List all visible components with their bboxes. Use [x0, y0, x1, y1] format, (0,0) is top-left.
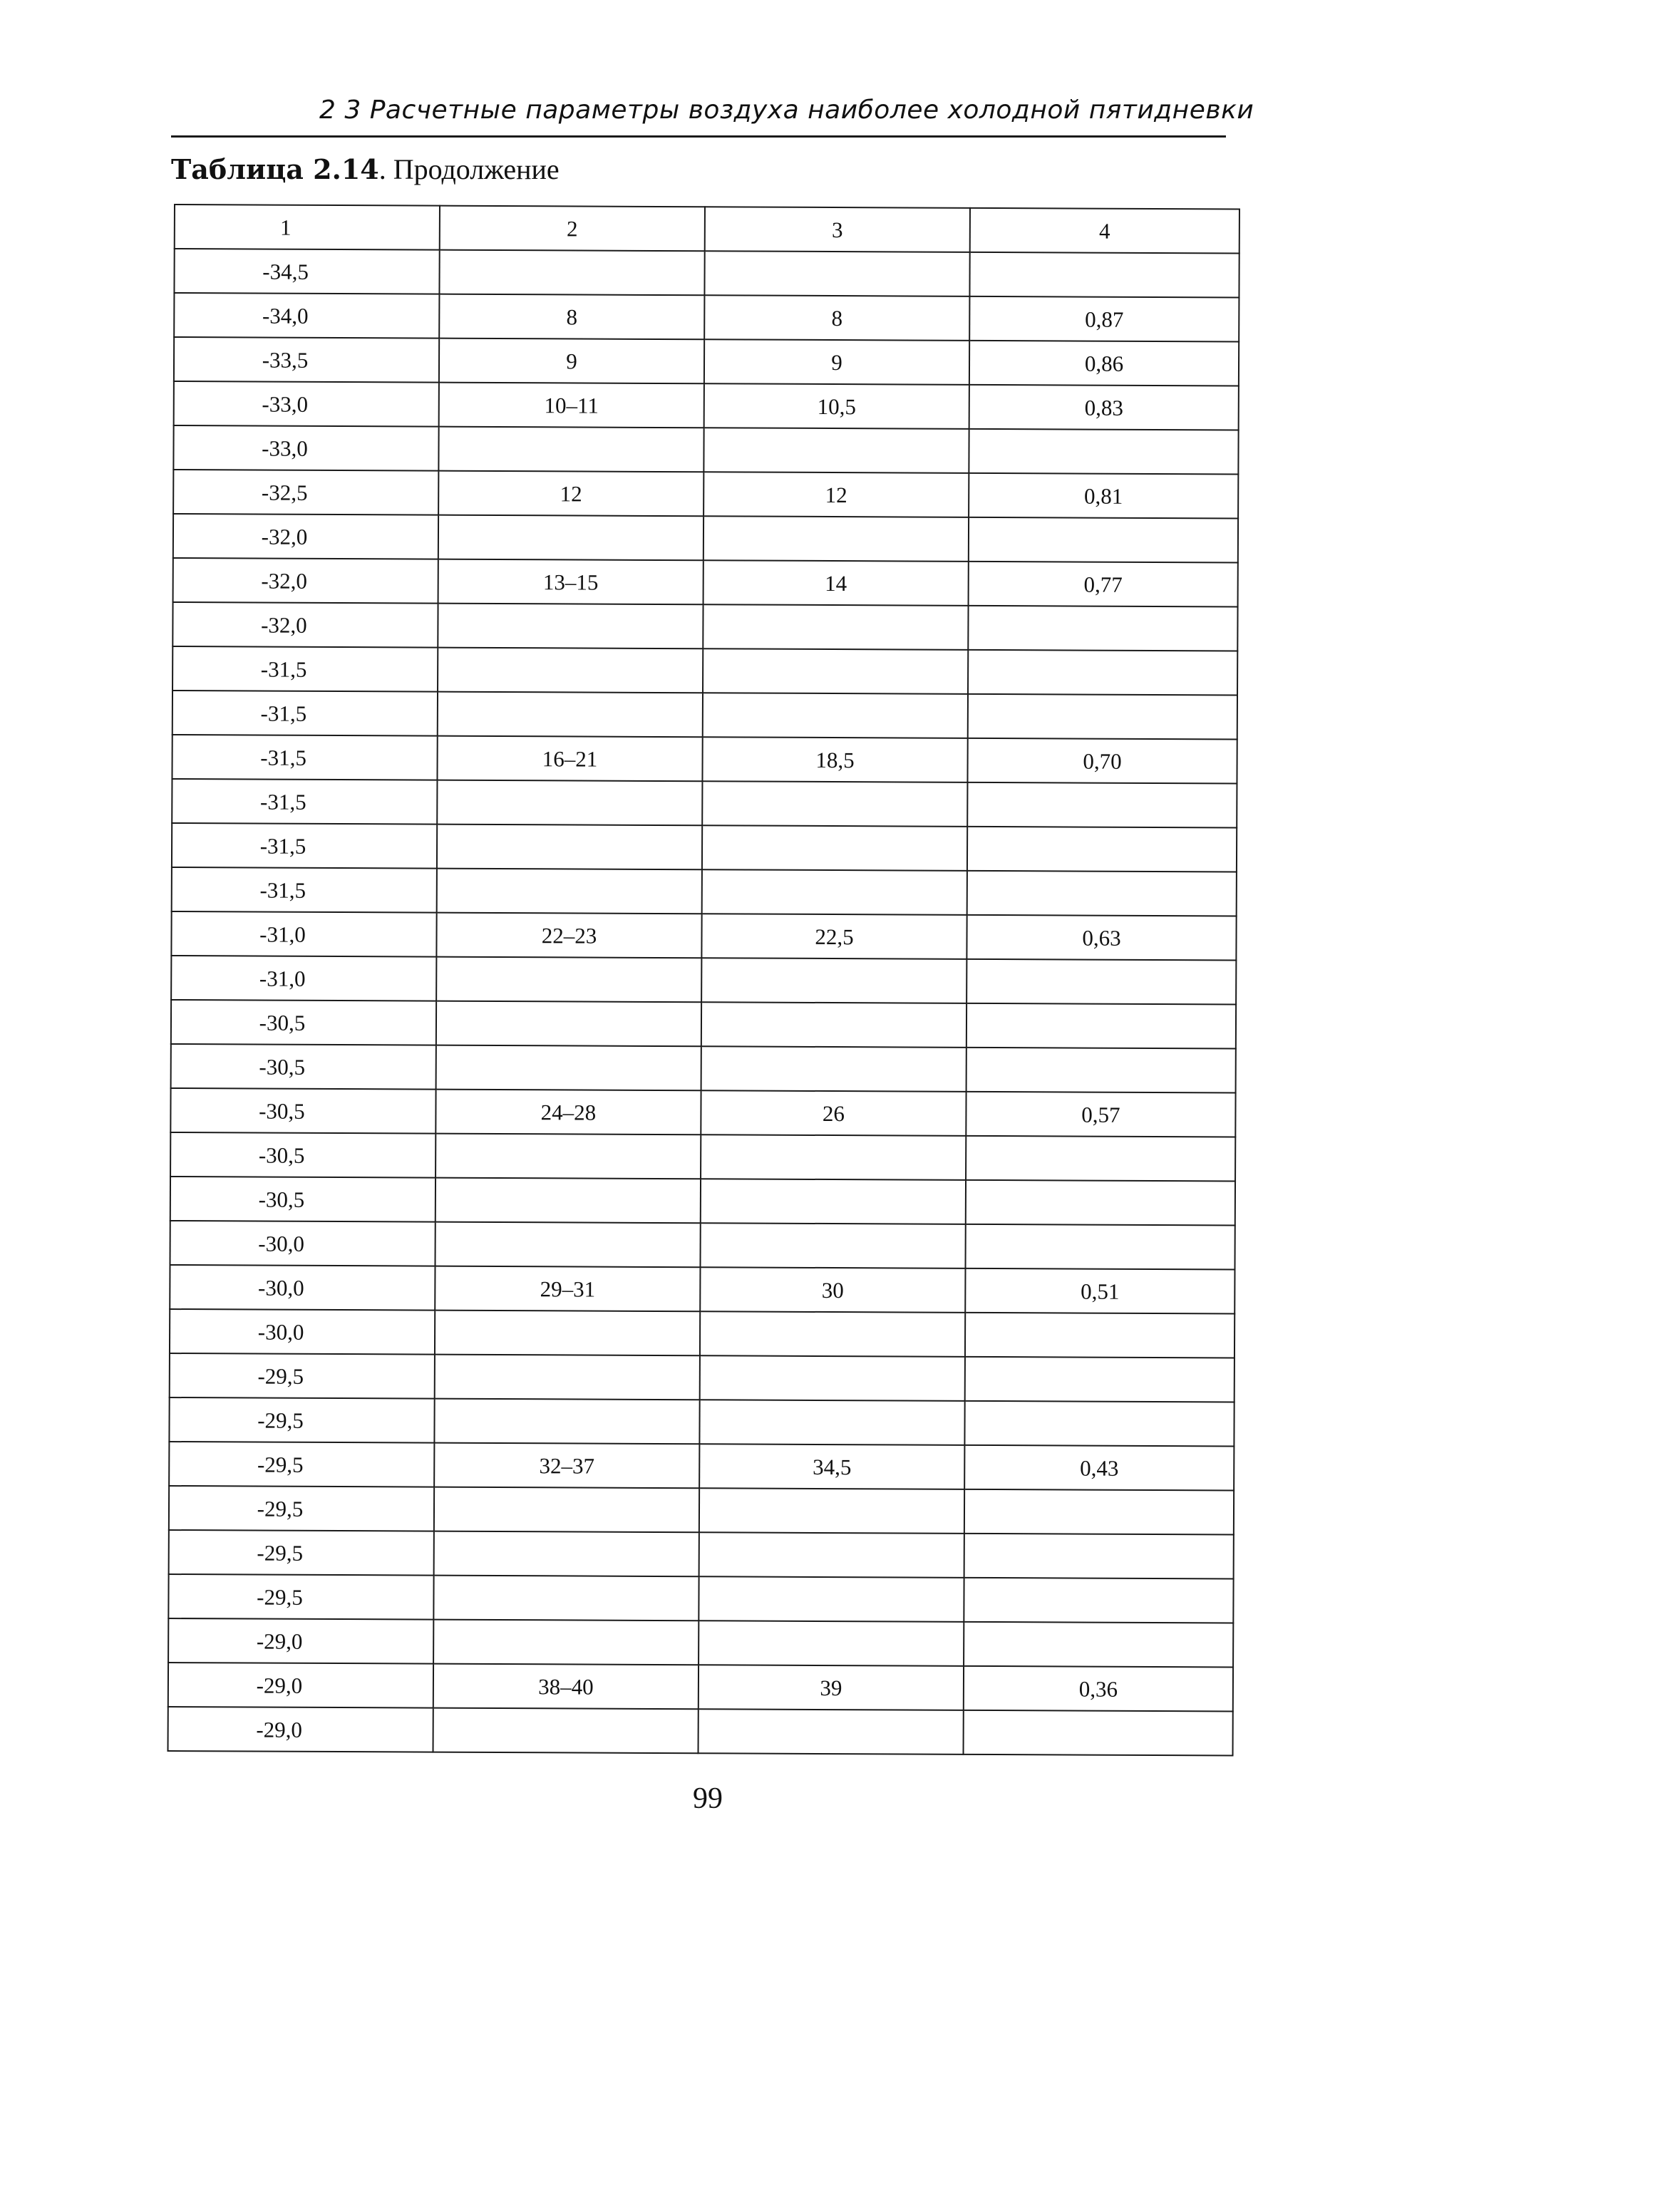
table-cell-col-1: -32,0	[173, 514, 438, 559]
table-cell-col-2	[437, 869, 702, 914]
table-row	[172, 646, 1237, 696]
table-cell-col-4	[969, 252, 1239, 298]
table-row	[168, 1707, 1233, 1756]
table-cell-col-1: -30,5	[170, 1177, 435, 1222]
table-cell-col-4	[964, 1489, 1234, 1535]
table-row	[174, 293, 1239, 342]
page-number: 99	[693, 1782, 723, 1815]
table-cell-col-1: -33,0	[174, 381, 439, 427]
table-cell-col-2: 24–28	[435, 1090, 701, 1135]
table-row	[174, 381, 1239, 430]
table-row	[171, 1044, 1236, 1093]
table-cell-col-2	[435, 1311, 700, 1356]
table-row	[168, 1663, 1233, 1712]
table-cell-col-2: 9	[439, 338, 704, 384]
table-cell-col-3: 34,5	[699, 1444, 964, 1489]
table-cell-col-3: 12	[703, 472, 969, 517]
table-cell-col-2	[438, 648, 703, 693]
table-cell-col-1: -29,5	[168, 1574, 433, 1620]
table-cell-col-4: 0,57	[966, 1092, 1235, 1137]
table-cell-col-1: -30,0	[170, 1309, 435, 1355]
table-cell-col-1: -30,5	[171, 1044, 436, 1090]
table-row	[170, 1221, 1235, 1270]
header-cell-col-1: 1	[175, 205, 440, 250]
table-cell-col-1: -30,5	[171, 1000, 436, 1045]
table-cell-col-1: -29,5	[170, 1353, 435, 1399]
table-cell-col-3: 9	[704, 339, 969, 385]
table-cell-col-3	[702, 869, 967, 915]
table-row	[170, 1265, 1234, 1314]
table-cell-col-3	[699, 1488, 964, 1534]
table-cell-col-4: 0,77	[969, 562, 1238, 607]
table-cell-col-2	[439, 250, 704, 296]
table-cell-col-1: -29,5	[169, 1397, 434, 1443]
table-row	[170, 1088, 1235, 1137]
table-cell-col-3	[699, 1400, 964, 1445]
table-cell-col-1: -31,5	[172, 779, 437, 825]
table-cell-col-2	[435, 1222, 700, 1268]
table-cell-col-4: 0,43	[964, 1445, 1234, 1491]
table-cell-col-3: 39	[699, 1665, 964, 1710]
table-cell-col-1: -31,5	[172, 823, 437, 869]
table-cell-col-3	[701, 1135, 966, 1180]
table-cell-col-4	[964, 1622, 1233, 1668]
table-cell-col-4	[965, 1313, 1234, 1358]
table-cell-col-1: -29,5	[169, 1530, 434, 1576]
table-cell-col-3	[701, 958, 966, 1003]
table-row	[171, 956, 1236, 1005]
table-cell-col-4	[964, 1401, 1234, 1447]
table-cell-col-3	[701, 1046, 966, 1092]
table-cell-col-1: -31,5	[172, 646, 438, 692]
table-cell-col-2	[437, 825, 702, 870]
table-cell-col-1: -29,0	[168, 1707, 433, 1752]
table-cell-col-4: 0,51	[965, 1268, 1234, 1314]
running-header	[171, 91, 1254, 138]
table-cell-col-2: 10–11	[439, 383, 704, 428]
table-cell-col-4: 0,86	[969, 341, 1239, 386]
table-cell-col-4	[964, 1534, 1234, 1579]
table-cell-col-1: -29,5	[169, 1486, 434, 1531]
table-cell-col-2	[438, 692, 703, 738]
table-cell-col-4	[969, 429, 1238, 475]
table-row	[172, 823, 1237, 872]
table-cell-col-3	[699, 1576, 964, 1622]
table-cell-col-4	[967, 827, 1237, 872]
table-row	[172, 867, 1237, 916]
table-row	[173, 514, 1238, 563]
table-cell-col-2: 38–40	[433, 1664, 699, 1710]
table-cell-col-2: 32–37	[434, 1443, 699, 1489]
table-cell-col-3: 30	[700, 1267, 965, 1313]
table-cell-col-3: 10,5	[704, 383, 969, 429]
table-cell-col-4	[966, 1003, 1236, 1049]
table-row	[173, 425, 1238, 475]
table-cell-col-3	[699, 1621, 964, 1666]
table-cell-col-3	[699, 1709, 964, 1754]
table-caption-label: Таблица 2.14	[171, 153, 379, 185]
table-cell-col-2	[438, 604, 703, 649]
table-cell-col-2: 16–21	[437, 736, 702, 782]
table-row	[168, 1618, 1233, 1668]
table-row	[168, 1574, 1233, 1623]
table-row	[174, 337, 1239, 386]
table-row	[173, 470, 1238, 519]
table-row	[172, 779, 1237, 828]
table-cell-col-2: 8	[439, 294, 704, 340]
table-cell-col-2: 12	[438, 471, 703, 517]
table-caption-text: . Продолжение	[378, 153, 560, 185]
table-cell-col-4: 0,63	[966, 915, 1236, 961]
data-table	[167, 204, 1240, 1757]
table-cell-col-4	[965, 1224, 1234, 1270]
header-cell-col-4: 4	[970, 208, 1239, 254]
table-cell-col-1: -34,0	[174, 293, 439, 338]
table-cell-col-2	[434, 1399, 699, 1444]
table-cell-col-1: -31,5	[172, 867, 437, 913]
table-cell-col-4	[966, 1136, 1235, 1182]
table-cell-col-1: -32,0	[172, 602, 438, 648]
table-cell-col-4	[968, 650, 1237, 696]
table-cell-col-3	[703, 428, 969, 473]
table-cell-col-4	[967, 871, 1237, 916]
table-cell-col-3	[701, 1179, 966, 1224]
table-row	[172, 691, 1237, 740]
table-cell-col-2: 22–23	[436, 913, 701, 958]
table-cell-col-4: 0,70	[967, 738, 1237, 784]
table-cell-col-3	[701, 1002, 966, 1048]
table-cell-col-2	[438, 515, 703, 561]
table-cell-col-1: -33,5	[174, 337, 439, 383]
table-cell-col-1: -31,0	[171, 911, 436, 957]
table-cell-col-2	[436, 1001, 701, 1047]
table-cell-col-4	[966, 1048, 1236, 1093]
table-cell-col-4: 0,87	[969, 296, 1239, 342]
table-header-row	[175, 205, 1239, 254]
table-row	[170, 1177, 1235, 1226]
table-cell-col-1: -30,0	[170, 1265, 435, 1311]
table-cell-col-1: -29,0	[168, 1618, 433, 1664]
running-header-title: 2 3 Расчетные параметры воздуха наиболее холодной пятидневки	[319, 95, 1254, 125]
table-row	[173, 558, 1238, 607]
table-cell-col-1: -34,5	[174, 249, 439, 294]
table-cell-col-2	[438, 427, 703, 472]
table-cell-col-2	[433, 1576, 699, 1621]
table-cell-col-4	[968, 694, 1237, 740]
table-row	[172, 735, 1237, 784]
table-cell-col-3	[699, 1532, 964, 1578]
table-cell-col-1: -32,0	[173, 558, 438, 604]
table-row	[169, 1486, 1234, 1535]
table-row	[174, 249, 1239, 298]
table-cell-col-2	[435, 1355, 700, 1400]
table-cell-col-3	[703, 648, 968, 694]
table-cell-col-3	[702, 825, 967, 871]
table-cell-col-2	[434, 1531, 699, 1577]
table-cell-col-4	[964, 1710, 1233, 1756]
table-cell-col-3	[703, 604, 968, 650]
table-cell-col-1: -30,0	[170, 1221, 435, 1266]
table-row	[171, 1000, 1236, 1049]
table-cell-col-3	[703, 516, 969, 562]
table-cell-col-2: 29–31	[435, 1266, 700, 1312]
table-cell-col-3	[700, 1355, 965, 1401]
header-cell-col-2: 2	[440, 206, 705, 252]
table-row	[169, 1530, 1234, 1579]
header-cell-col-3: 3	[705, 207, 970, 252]
table-row	[170, 1309, 1234, 1358]
table-cell-col-4	[964, 1578, 1233, 1623]
table-cell-col-4: 0,83	[969, 385, 1239, 430]
table-cell-col-3	[703, 693, 968, 738]
table-cell-col-4	[966, 1180, 1235, 1226]
table-cell-col-4	[967, 782, 1237, 828]
table-row	[169, 1442, 1234, 1491]
table-row	[172, 602, 1237, 651]
table-cell-col-2	[437, 780, 702, 826]
table-cell-col-1: -31,0	[171, 956, 436, 1001]
table-cell-col-1: -31,5	[172, 691, 438, 736]
table-cell-col-1: -31,5	[172, 735, 437, 780]
table-cell-col-3	[700, 1311, 965, 1357]
table-cell-col-2	[436, 1045, 701, 1091]
table-cell-col-4	[969, 517, 1238, 563]
table-body	[168, 205, 1239, 1755]
table-cell-col-1: -30,5	[170, 1088, 435, 1134]
table-cell-col-1: -30,5	[170, 1132, 435, 1178]
table-cell-col-2	[436, 957, 701, 1003]
table-row	[170, 1353, 1234, 1402]
table-cell-col-4	[968, 606, 1237, 651]
table-cell-col-3	[704, 251, 969, 296]
table-cell-col-2	[435, 1178, 701, 1224]
table-cell-col-2	[433, 1708, 699, 1754]
table-cell-col-3: 22,5	[701, 914, 966, 959]
table-cell-col-4: 0,36	[964, 1666, 1233, 1712]
table-cell-col-2	[434, 1487, 699, 1533]
table-cell-col-1: -29,5	[169, 1442, 434, 1487]
table-cell-col-2	[435, 1134, 701, 1179]
table-cell-col-3: 26	[701, 1090, 966, 1136]
table-cell-col-3	[702, 781, 967, 827]
table-cell-col-3: 18,5	[702, 737, 967, 782]
table-cell-col-4	[966, 959, 1236, 1005]
table-cell-col-1: -32,5	[173, 470, 438, 515]
table-caption	[171, 153, 560, 186]
table-cell-col-4	[965, 1357, 1234, 1402]
table-cell-col-2	[433, 1620, 699, 1665]
table-cell-col-3: 14	[703, 560, 969, 606]
table-cell-col-1: -33,0	[173, 425, 438, 471]
table-cell-col-1: -29,0	[168, 1663, 433, 1708]
table-cell-col-4: 0,81	[969, 473, 1238, 519]
table-cell-col-2: 13–15	[438, 559, 703, 605]
table-cell-col-3: 8	[704, 295, 969, 341]
table-row	[169, 1397, 1234, 1447]
table-row	[170, 1132, 1235, 1182]
table-cell-col-3	[700, 1223, 965, 1268]
table-row	[171, 911, 1236, 961]
